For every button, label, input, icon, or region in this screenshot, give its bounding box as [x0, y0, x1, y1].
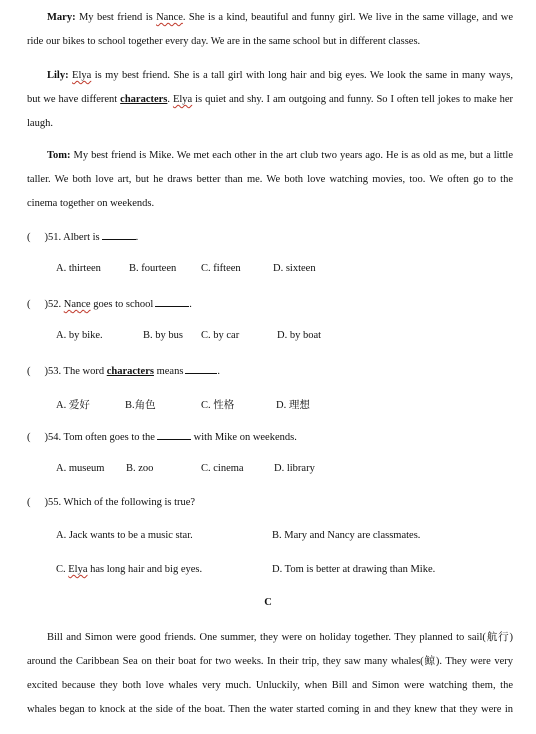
question-55: ( )55. Which of the following is true? [27, 497, 196, 508]
q53-option-d: D. 理想 [276, 400, 310, 411]
q54-option-c: C. cinema [201, 463, 244, 474]
section-c-heading: C [264, 597, 272, 608]
q53-option-a: A. 爱好 [56, 400, 90, 411]
q51-option-b: B. fourteen [129, 263, 177, 274]
answer-blank-53[interactable] [185, 364, 217, 374]
c-line-4: whales began to knock at the side of the boat. Then the water started coming in and they knew that they were in [27, 704, 513, 715]
question-51: ( )51. Albert is . [27, 232, 139, 243]
q52-option-d: D. by boat [277, 330, 322, 341]
q55-option-a: A. Jack wants to be a music star. [56, 530, 193, 541]
tom-paragraph [27, 144, 513, 216]
name-nance: Nance [156, 12, 183, 23]
tom-line-1: Tom: My best friend is Mike. We met each other in the art club two years ago. He is as old as me, but a little [47, 150, 513, 161]
q55-option-b: B. Mary and Nancy are classmates. [272, 530, 421, 541]
q53-option-b: B.角色 [125, 400, 156, 411]
c-line-1: Bill and Simon were good friends. One summer, they were on holiday together. They planned to sail(航行) [47, 632, 513, 643]
q52-option-b: B. by bus [143, 330, 183, 341]
q55-option-d: D. Tom is better at drawing than Mike. [272, 564, 436, 575]
name-nance-q52: Nance [63, 299, 91, 310]
mary-paragraph [27, 6, 513, 54]
c-line-3: excited because they both love whales very much. Unluckily, when Bill and Simon were watching them, the [27, 680, 513, 691]
tom-line-2: taller. We both love art, but he draws better than me. We both love watching movies, too. We often go to the [27, 174, 513, 185]
answer-blank-54[interactable] [157, 430, 191, 440]
q52-option-a: A. by bike. [56, 330, 103, 341]
word-characters: characters [120, 94, 168, 105]
name-elya: Elya [72, 70, 92, 81]
question-54: ( )54. Tom often goes to the with Mike on weekends. [27, 432, 297, 443]
q54-option-b: B. zoo [126, 463, 154, 474]
speaker-mary: Mary: [47, 12, 76, 23]
word-characters-q53: characters [106, 366, 154, 377]
speaker-tom: Tom: [47, 150, 71, 161]
q54-option-d: D. library [274, 463, 315, 474]
lily-line-2: but we have different characters. Elya is quiet and shy. I am outgoing and funny. So I often tell jokes to make her [27, 94, 514, 105]
q54-option-a: A. museum [56, 463, 105, 474]
answer-blank-52[interactable] [155, 297, 189, 307]
tom-line-3: cinema together on weekends. [27, 198, 155, 209]
lily-paragraph [27, 64, 513, 136]
section-c-passage [27, 626, 513, 722]
question-53: ( )53. The word characters means . [27, 366, 221, 377]
lily-line-1: Lily: Elya is my best friend. She is a tall girl with long hair and big eyes. We look the same in many ways, [47, 70, 514, 81]
q51-option-c: C. fifteen [201, 263, 241, 274]
name-elya-2: Elya [172, 94, 193, 105]
q52-option-c: C. by car [201, 330, 240, 341]
speaker-lily: Lily: [47, 70, 69, 81]
mary-line-2: ride our bikes to school together every day. We are in the same school but in different classes. [27, 36, 421, 47]
q51-option-d: D. sixteen [273, 263, 316, 274]
q51-option-a: A. thirteen [56, 263, 101, 274]
q55-option-c: C. Elya has long hair and big eyes. [56, 564, 203, 575]
name-elya-q55: Elya [68, 564, 88, 575]
question-52: ( )52. Nance goes to school . [27, 299, 192, 310]
mary-line-1: Mary: My best friend is Nance. She is a kind, beautiful and funny girl. We live in the same village, and we [47, 12, 514, 23]
lily-line-3: laugh. [27, 118, 53, 129]
c-line-2: around the Caribbean Sea on their boat for two weeks. In their trip, they saw many whales(鲸). They were very [27, 656, 513, 667]
answer-blank-51[interactable] [102, 230, 136, 240]
q53-option-c: C. 性格 [201, 400, 235, 411]
